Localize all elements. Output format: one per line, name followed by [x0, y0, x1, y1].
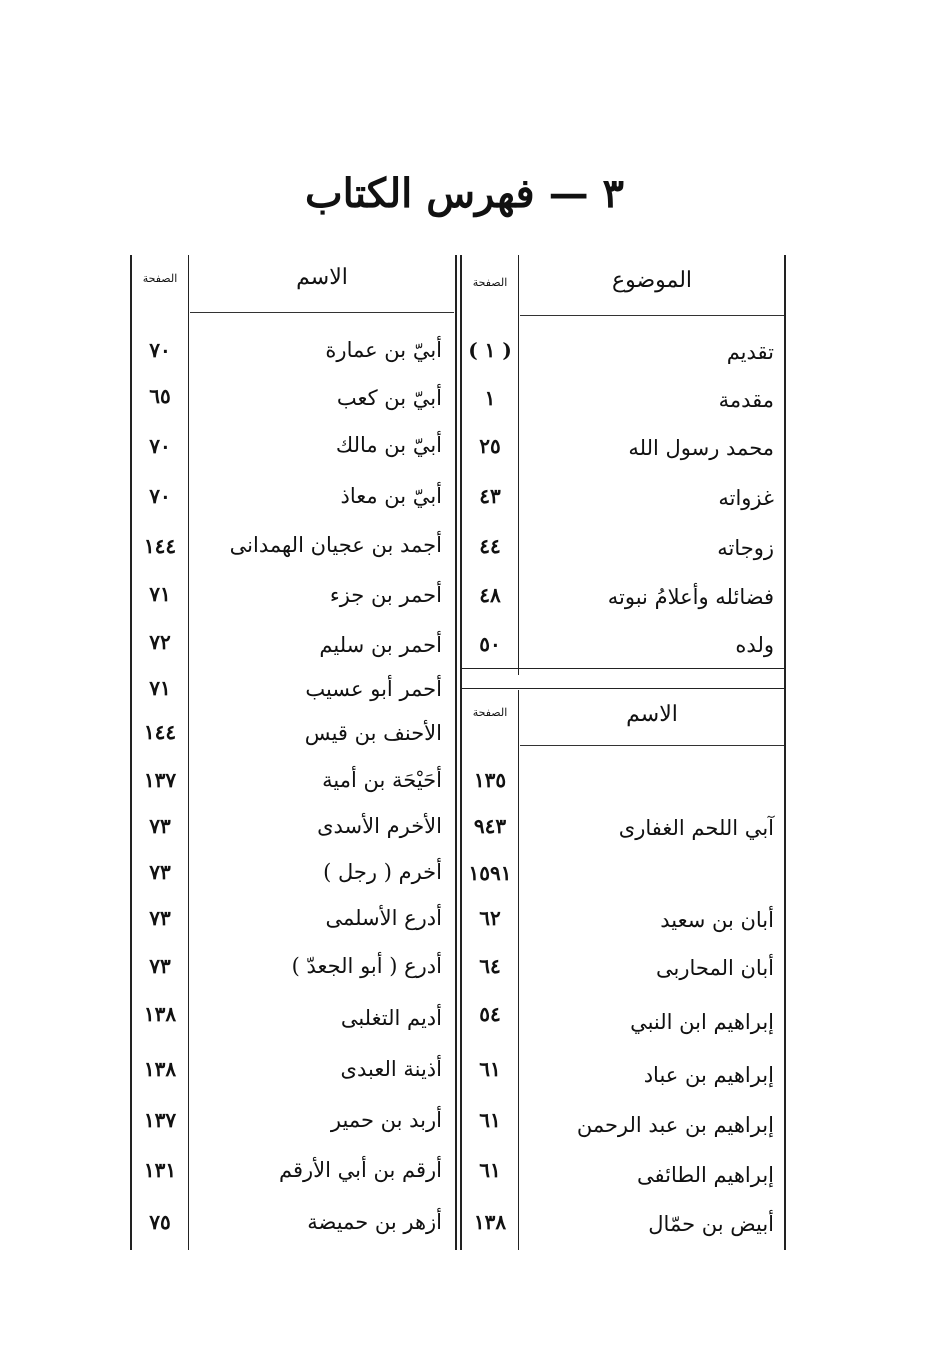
name-page: ٥٤	[479, 1002, 501, 1026]
left-name-entry: أحمر أبو عسيب	[305, 677, 442, 701]
topic-page: ٤٨	[479, 583, 501, 607]
left-name-page: ٧٠	[149, 484, 171, 508]
left-name-page: ١٤٤	[143, 534, 177, 558]
left-name-page: ٧٣	[149, 860, 171, 884]
name-entry: إبراهيم ابن النبي	[630, 1010, 774, 1034]
name-page: ٦١	[479, 1108, 501, 1132]
left-name-entry: أرقم بن أبي الأرقم	[279, 1158, 442, 1182]
frame-line	[784, 255, 786, 1250]
topic-label: زوجاته	[717, 536, 774, 560]
left-name-entry: الأخرم الأسدى	[317, 814, 442, 838]
frame-line	[518, 690, 519, 1250]
name-page: ١٥٩١	[468, 861, 512, 885]
left-name-page: ٧٢	[149, 630, 171, 654]
topic-label: ولده	[735, 633, 774, 657]
name-entry: أبان بن سعيد	[660, 908, 774, 932]
left-name-entry: أحمر بن جزء	[329, 583, 442, 607]
name-page: ١٣٥	[473, 768, 507, 792]
left-name-page: ٧٣	[149, 906, 171, 930]
header-rule	[520, 315, 784, 316]
left-name-entry: أخرم ( رجل )	[323, 860, 442, 884]
frame-line	[455, 255, 457, 1250]
left-name-entry: الأحنف بن قيس	[304, 721, 442, 745]
name-entry: آبي اللحم الغفارى	[618, 816, 774, 840]
topic-label: محمد رسول الله	[628, 436, 774, 460]
left-name-entry: أذينة العبدى	[340, 1057, 442, 1081]
name-page: ٦١	[479, 1057, 501, 1081]
left-name-page: ١٤٤	[143, 720, 177, 744]
left-name-entry: أربد بن حمير	[330, 1108, 442, 1132]
name-entry: إبراهيم بن عباد	[643, 1063, 774, 1087]
left-name-page: ١٣٨	[143, 1002, 177, 1026]
name-entry: أبيض بن حمّال	[648, 1212, 774, 1236]
left-name-entry: أزهر بن حميضة	[307, 1210, 442, 1234]
topic-page: ٤٤	[479, 534, 501, 558]
name-page: ١٣٨	[473, 1210, 507, 1234]
left-name-entry: أبيّ بن كعب	[336, 386, 442, 410]
left-page-header: الصفحة	[142, 272, 178, 285]
left-name-page: ٧٠	[149, 338, 171, 362]
left-name-entry: أجمد بن عجيان الهمدانى	[229, 533, 442, 557]
left-name-entry: أبيّ بن عمارة	[325, 338, 442, 362]
left-name-entry: أحمر بن سليم	[319, 633, 442, 657]
name-page: ٦٢	[479, 906, 501, 930]
left-name-entry: أدرع ( أبو الجعدّ )	[291, 954, 442, 978]
names-header: الاسم	[626, 702, 678, 727]
left-name-page: ٧١	[149, 582, 171, 606]
left-name-page: ٦٥	[149, 384, 171, 408]
left-name-entry: أبيّ بن معاذ	[340, 484, 442, 508]
page-title: ٣ — فهرس الكتاب	[304, 170, 625, 217]
left-name-entry: أديم التغلبى	[340, 1006, 442, 1030]
topic-label: غزواته	[718, 486, 774, 510]
header-rule	[190, 312, 454, 313]
left-name-page: ١٣٧	[143, 768, 177, 792]
topic-label: مقدمة	[718, 388, 774, 412]
name-entry: أبان المحاربى	[656, 956, 774, 980]
topic-page: ٥٠	[479, 632, 501, 656]
section-divider	[462, 688, 784, 689]
left-name-entry: أدرع الأسلمى	[325, 906, 442, 930]
left-name-entry: أبيّ بن مالك	[335, 433, 442, 457]
name-entry: إبراهيم الطائفى	[637, 1163, 774, 1187]
names-page-header: الصفحة	[472, 706, 508, 719]
left-name-page: ٧٠	[149, 434, 171, 458]
left-name-page: ١٣٧	[143, 1108, 177, 1132]
section-divider	[462, 668, 784, 669]
topic-page: ٤٣	[479, 484, 501, 508]
name-page: ٦١	[479, 1158, 501, 1182]
name-page: ٩٤٣	[473, 814, 507, 838]
topic-page: ١	[484, 386, 496, 410]
name-entry: إبراهيم بن عبد الرحمن	[576, 1113, 774, 1137]
left-name-header: الاسم	[296, 265, 348, 290]
name-page: ٦٤	[479, 954, 501, 978]
left-name-page: ١٣١	[143, 1158, 177, 1182]
frame-line	[518, 255, 519, 675]
left-name-page: ٧٥	[149, 1210, 171, 1234]
topic-page: ٢٥	[479, 434, 501, 458]
left-name-entry: أحَيْحَة بن أمية	[322, 768, 442, 792]
frame-line	[188, 255, 189, 1250]
header-rule	[520, 745, 784, 746]
topic-label: تقديم	[726, 340, 774, 364]
topic-page: ( ١ )	[468, 338, 512, 362]
right-page-header: الصفحة	[472, 276, 508, 289]
left-name-page: ٧٣	[149, 814, 171, 838]
left-name-page: ٧٣	[149, 954, 171, 978]
left-name-page: ٧١	[149, 676, 171, 700]
right-topic-header: الموضوع	[611, 268, 693, 293]
left-name-page: ١٣٨	[143, 1057, 177, 1081]
topic-label: فضائله وأعلامُ نبوته	[607, 585, 774, 609]
